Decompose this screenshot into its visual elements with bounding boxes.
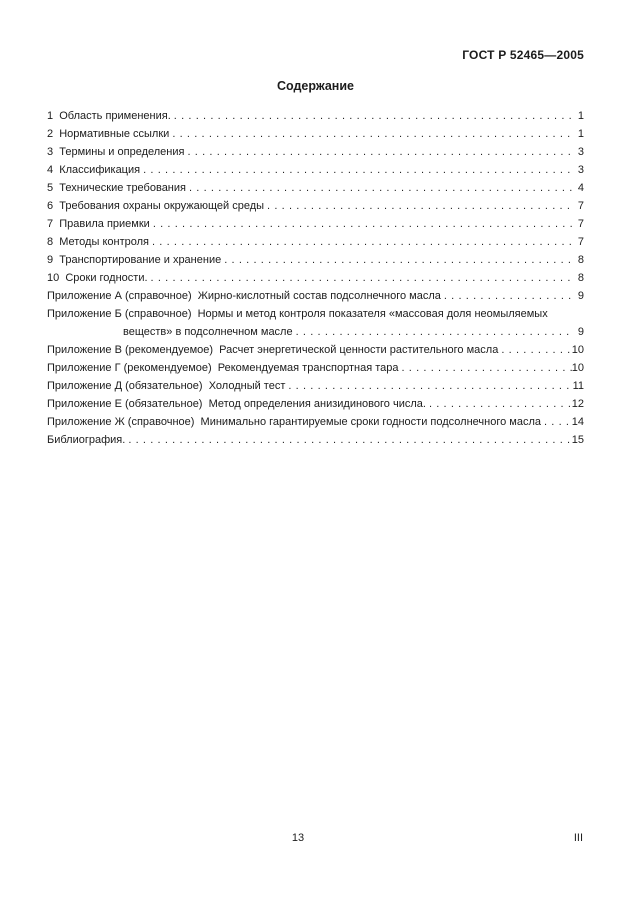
- toc-dot-leader: [441, 287, 572, 305]
- footer-page-number: 13: [291, 832, 305, 844]
- toc-entry-page: 1: [577, 110, 584, 122]
- toc-entry-label: Приложение Г (рекомендуемое) Рекомендуемая транспортная тара: [47, 362, 399, 374]
- toc-entry: [47, 305, 584, 323]
- toc-dot-leader: [398, 359, 571, 377]
- toc-entry: [47, 287, 584, 305]
- toc-entry: [47, 161, 584, 179]
- toc-dot-leader: [498, 341, 571, 359]
- toc-entry-page: 8: [577, 254, 584, 266]
- toc-entry-label: Приложение В (рекомендуемое) Расчет энергетической ценности растительного масла: [47, 344, 499, 356]
- toc-entry-page: 7: [577, 200, 584, 212]
- toc-dot-leader: [293, 323, 572, 341]
- toc-entry: [47, 215, 584, 233]
- toc-dot-leader: [169, 125, 572, 143]
- toc-entry-page: 12: [571, 398, 584, 410]
- toc-dot-leader: [186, 179, 572, 197]
- toc-entry-label: Библиография.: [47, 434, 126, 446]
- toc-entry: [47, 395, 584, 413]
- toc-entry: [47, 179, 584, 197]
- toc-entry: [47, 107, 584, 125]
- toc-dot-leader: [148, 269, 572, 287]
- toc-entry: [47, 413, 584, 431]
- toc-entry-label: 4 Классификация: [47, 164, 141, 176]
- toc-entry-label: 3 Термины и определения: [47, 146, 185, 158]
- toc-dot-leader: [285, 377, 572, 395]
- toc-dot-leader: [171, 107, 572, 125]
- toc-entry: [47, 269, 584, 287]
- toc-entry-label: Приложение А (справочное) Жирно-кислотный состав подсолнечного масла: [47, 290, 441, 302]
- toc-entry-label: 7 Правила приемки: [47, 218, 150, 230]
- toc-entry: [47, 125, 584, 143]
- toc-entry-label: 6 Требования охраны окружающей среды: [47, 200, 265, 212]
- toc-entry: [47, 251, 584, 269]
- toc-entry-label: веществ» в подсолнечном масле: [123, 326, 293, 338]
- toc-dot-leader: [541, 413, 572, 431]
- toc-dot-leader: [140, 161, 572, 179]
- toc-dot-leader: [184, 143, 572, 161]
- toc-entry-label: Приложение Д (обязательное) Холодный тест: [47, 380, 286, 392]
- toc-dot-leader: [149, 233, 572, 251]
- toc-entry-page: 7: [577, 218, 584, 230]
- table-of-contents: [47, 107, 584, 449]
- toc-entry-label: 5 Технические требования: [47, 182, 186, 194]
- toc-entry-page: 10: [571, 362, 584, 374]
- toc-entry-page: 15: [571, 434, 584, 446]
- toc-entry-label: Приложение Е (обязательное) Метод определения анизидинового числа.: [47, 398, 426, 410]
- toc-entry-page: 7: [577, 236, 584, 248]
- toc-entry-page: 3: [577, 164, 584, 176]
- footer-sheet-number: III: [573, 832, 583, 844]
- toc-entry-page: 4: [577, 182, 584, 194]
- toc-entry: [47, 341, 584, 359]
- toc-dot-leader: [426, 395, 572, 413]
- toc-entry-page: 10: [571, 344, 584, 356]
- toc-entry: [47, 377, 584, 395]
- toc-entry-page: 9: [577, 290, 584, 302]
- toc-entry: [47, 143, 584, 161]
- toc-entry-label: Приложение Ж (справочное) Минимально гарантируемые сроки годности подсолнечного масла: [47, 416, 541, 428]
- toc-entry-label: 2 Нормативные ссылки: [47, 128, 170, 140]
- toc-entry-label: 8 Методы контроля: [47, 236, 149, 248]
- toc-entry-page: 11: [572, 380, 584, 392]
- toc-entry-page: 8: [577, 272, 584, 284]
- toc-entry-page: 3: [577, 146, 584, 158]
- toc-dot-leader: [221, 251, 572, 269]
- toc-entry: [47, 431, 584, 449]
- toc-entry-page: 14: [571, 416, 584, 428]
- toc-entry: [47, 233, 584, 251]
- toc-entry-label: 10 Сроки годности.: [47, 272, 148, 284]
- toc-entry-continuation: [47, 323, 584, 341]
- toc-entry-label: 1 Область применения.: [47, 110, 171, 122]
- toc-entry-label: Приложение Б (справочное) Нормы и метод контроля показателя «массовая доля неомыляемых: [47, 308, 548, 320]
- toc-entry-label: 9 Транспортирование и хранение: [47, 254, 222, 266]
- toc-entry-page: 9: [577, 326, 584, 338]
- toc-entry-page: 1: [577, 128, 584, 140]
- toc-entry: [47, 197, 584, 215]
- toc-entry: [47, 359, 584, 377]
- document-code: ГОСТ Р 52465—2005: [462, 48, 584, 62]
- toc-dot-leader: [125, 431, 571, 449]
- toc-dot-leader: [150, 215, 572, 233]
- page-title: Содержание: [276, 79, 354, 93]
- toc-dot-leader: [264, 197, 572, 215]
